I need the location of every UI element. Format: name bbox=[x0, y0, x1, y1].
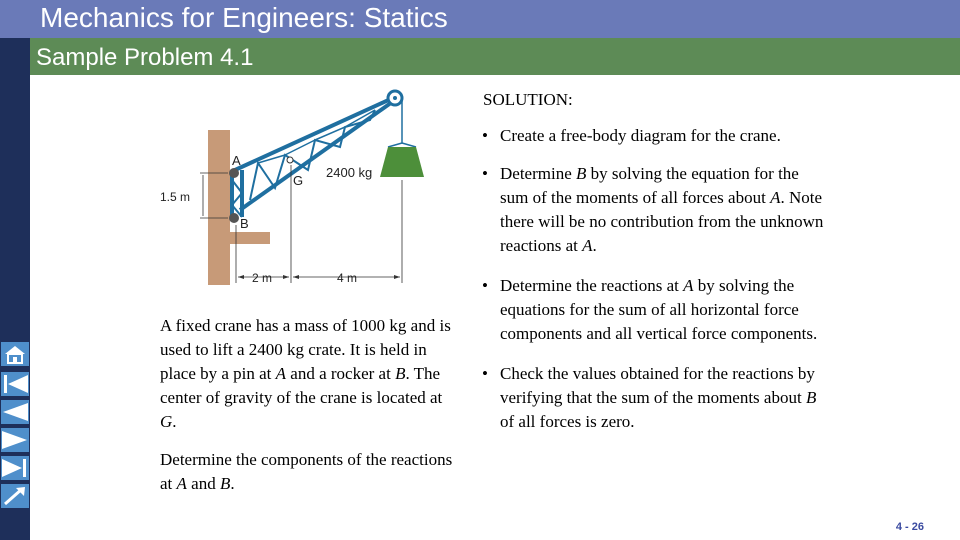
page-title: Mechanics for Engineers: Statics bbox=[40, 2, 448, 33]
crate bbox=[380, 147, 424, 177]
first-slide-button[interactable] bbox=[0, 371, 30, 397]
solution-step: • Determine the reactions at A by solving the equations for the sum of all horizontal force components and all vertical force components. bbox=[478, 274, 828, 346]
last-slide-icon bbox=[0, 455, 30, 481]
page-number: 4 - 26 bbox=[895, 521, 924, 533]
crane-diagram bbox=[150, 85, 465, 290]
dimension-2m: 2 m bbox=[252, 271, 273, 285]
crane-figure bbox=[150, 85, 465, 290]
label-a: A bbox=[232, 153, 241, 168]
solution-steps bbox=[478, 124, 828, 434]
exit-icon bbox=[0, 483, 30, 509]
next-slide-icon bbox=[0, 427, 30, 453]
home-icon bbox=[0, 341, 30, 367]
rocker-b bbox=[229, 213, 239, 223]
dimension-4m: 4 m bbox=[337, 271, 358, 285]
exit-button[interactable] bbox=[0, 483, 30, 509]
next-slide-button[interactable] bbox=[0, 427, 30, 453]
last-slide-button[interactable] bbox=[0, 455, 30, 481]
page-subtitle: Sample Problem 4.1 bbox=[36, 44, 254, 71]
previous-slide-button[interactable] bbox=[0, 399, 30, 425]
problem-text: A fixed crane has a mass of 1000 kg and is used to lift a 2400 kg crate. It is held in place by a pin at A and a rocker at B. The center of gravity of the crane is located at G. bbox=[160, 316, 451, 431]
center-of-gravity bbox=[287, 157, 293, 163]
solution-step: • Check the values obtained for the reactions by verifying that the sum of the moments about B of all forces is zero. bbox=[478, 362, 828, 434]
label-g: G bbox=[293, 173, 304, 188]
wall bbox=[208, 130, 230, 285]
solution-heading: SOLUTION: bbox=[483, 90, 573, 109]
previous-slide-icon bbox=[0, 399, 30, 425]
height-dimension: 1.5 m bbox=[160, 190, 191, 204]
problem-statement bbox=[160, 314, 460, 510]
load-label: 2400 kg bbox=[326, 165, 373, 180]
label-b: B bbox=[240, 216, 249, 231]
solution-step: • Create a free-body diagram for the crane. bbox=[478, 124, 828, 148]
pin-a bbox=[229, 168, 239, 178]
problem-task: Determine the components of the reactions at A and B. bbox=[160, 450, 453, 493]
home-button[interactable] bbox=[0, 341, 30, 367]
first-slide-icon bbox=[0, 371, 30, 397]
solution-step: • Determine B by solving the equation for the sum of the moments of all forces about A. Note there will be no contribution from the unknown reactions at A. bbox=[478, 162, 828, 258]
